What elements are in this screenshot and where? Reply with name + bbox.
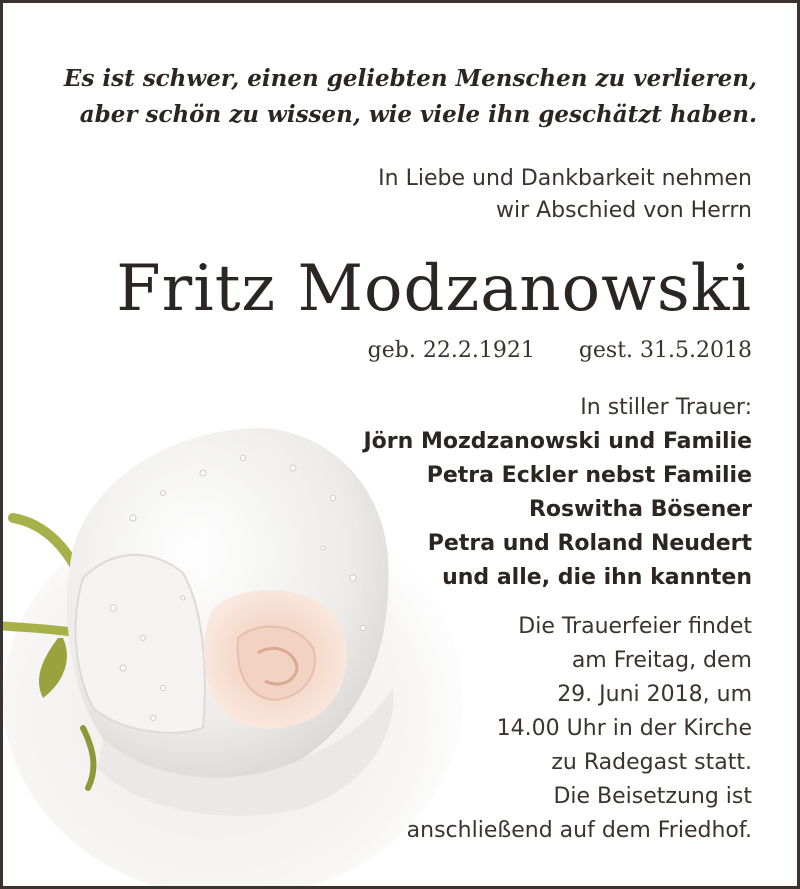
mourners-list xyxy=(364,391,753,595)
mourner-name: Petra Eckler nebst Familie xyxy=(426,463,752,488)
quote-line-2: aber schön zu wissen, wie viele ihn geschätzt haben. xyxy=(79,101,757,128)
service-line: am Freitag, dem xyxy=(571,648,752,673)
mourner-name: Petra und Roland Neudert xyxy=(427,531,752,556)
deceased-name: Fritz Modzanowski xyxy=(116,252,752,326)
life-dates xyxy=(368,335,752,367)
death-date: gest. 31.5.2018 xyxy=(578,338,752,363)
quote-line-1: Es ist schwer, einen geliebten Menschen zu verlieren, xyxy=(63,65,757,92)
mourners-heading: In stiller Trauer: xyxy=(580,395,752,420)
service-line: anschließend auf dem Friedhof. xyxy=(406,818,752,843)
service-line: 14.00 Uhr in der Kirche xyxy=(496,716,752,741)
service-line: Die Beisetzung ist xyxy=(553,784,752,809)
intro-text xyxy=(378,163,752,227)
intro-line-2: wir Abschied von Herrn xyxy=(495,198,752,223)
mourner-name: Roswitha Bösener xyxy=(528,497,752,522)
quote xyxy=(64,61,757,133)
birth-date: geb. 22.2.1921 xyxy=(367,338,535,363)
funeral-service-info xyxy=(407,610,752,848)
mourner-name: und alle, die ihn kannten xyxy=(442,565,752,590)
service-line: Die Trauerfeier findet xyxy=(518,614,752,639)
service-line: zu Radegast statt. xyxy=(551,750,752,775)
intro-line-1: In Liebe und Dankbarkeit nehmen xyxy=(378,166,752,191)
service-line: 29. Juni 2018, um xyxy=(557,682,752,707)
mourner-name: Jörn Mozdzanowski und Familie xyxy=(363,429,752,454)
